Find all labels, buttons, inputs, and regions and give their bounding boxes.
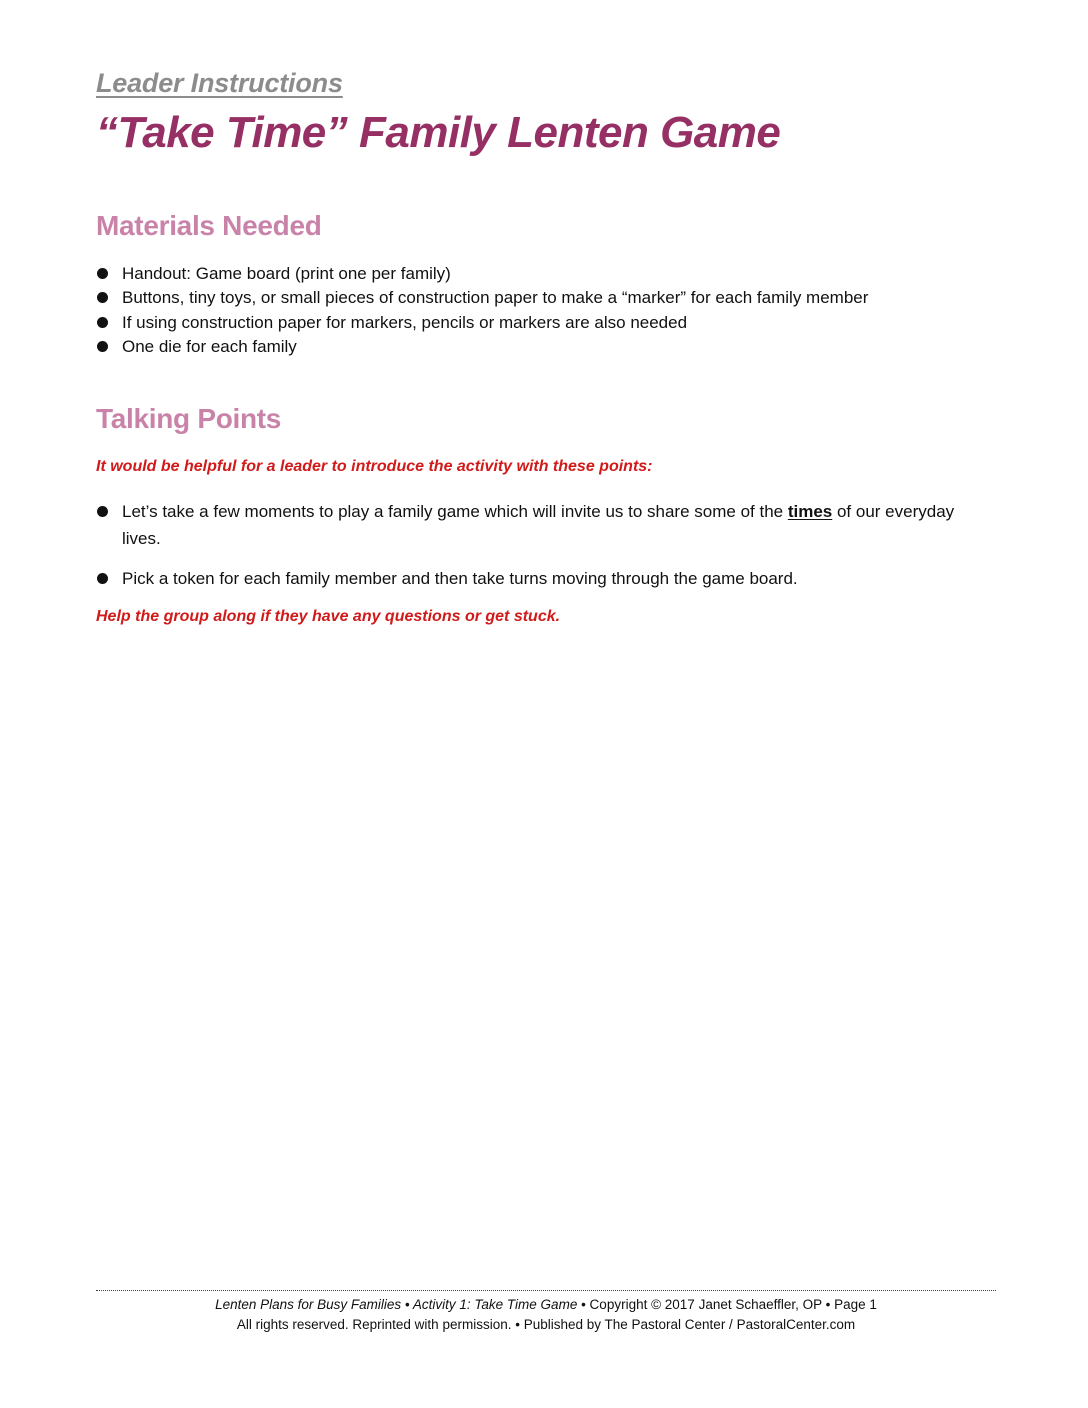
page-footer [96, 1295, 996, 1335]
leader-closing-note: Help the group along if they have any questions or get stuck. [96, 608, 561, 625]
page-subtitle: Leader Instructions [96, 68, 343, 98]
list-item [96, 565, 956, 592]
footer-line-2: All rights reserved. Reprinted with permission. • Published by The Pastoral Center / PastoralCenter.com [236, 1317, 856, 1332]
talking-points-list [96, 498, 956, 605]
list-item-text: If using construction paper for markers, pencils or markers are also needed [122, 312, 688, 332]
emphasis-times: times [787, 502, 833, 521]
list-item-text: One die for each family [122, 336, 297, 356]
leader-intro-note: It would be helpful for a leader to introduce the activity with these points: [96, 458, 653, 475]
list-item [96, 335, 976, 359]
list-item-text: Buttons, tiny toys, or small pieces of construction paper to make a “marker” for each family member [122, 288, 869, 308]
bullet-dot-icon [97, 317, 108, 328]
footer-book-title: Lenten Plans for Busy Families • Activity 1: Take Time Game [215, 1297, 578, 1312]
list-item-text: Pick a token for each family member and then take turns moving through the game board. [122, 569, 798, 588]
bullet-dot-icon [97, 268, 108, 279]
page-title: “Take Time” Family Lenten Game [96, 108, 781, 157]
list-item-text: Handout: Game board (print one per family) [122, 264, 451, 283]
point-text-start: Let’s take a few moments to play a family game which will invite us to share some of the [122, 502, 788, 521]
bullet-dot-icon [97, 292, 108, 303]
bullet-dot-icon [97, 341, 108, 352]
footer-line-1 [96, 1295, 996, 1315]
bullet-dot-icon [97, 573, 108, 584]
list-item [96, 311, 976, 335]
list-item [96, 286, 976, 310]
list-item [96, 498, 956, 552]
footer-divider [96, 1290, 996, 1291]
materials-list [96, 262, 976, 359]
list-item [96, 262, 976, 286]
bullet-dot-icon [97, 506, 108, 517]
materials-heading: Materials Needed [96, 210, 322, 241]
talking-points-heading: Talking Points [96, 403, 282, 434]
point-text-end: of our everyday lives. [122, 502, 955, 548]
footer-copyright: • Copyright © 2017 Janet Schaeffler, OP • Page 1 [577, 1297, 877, 1312]
